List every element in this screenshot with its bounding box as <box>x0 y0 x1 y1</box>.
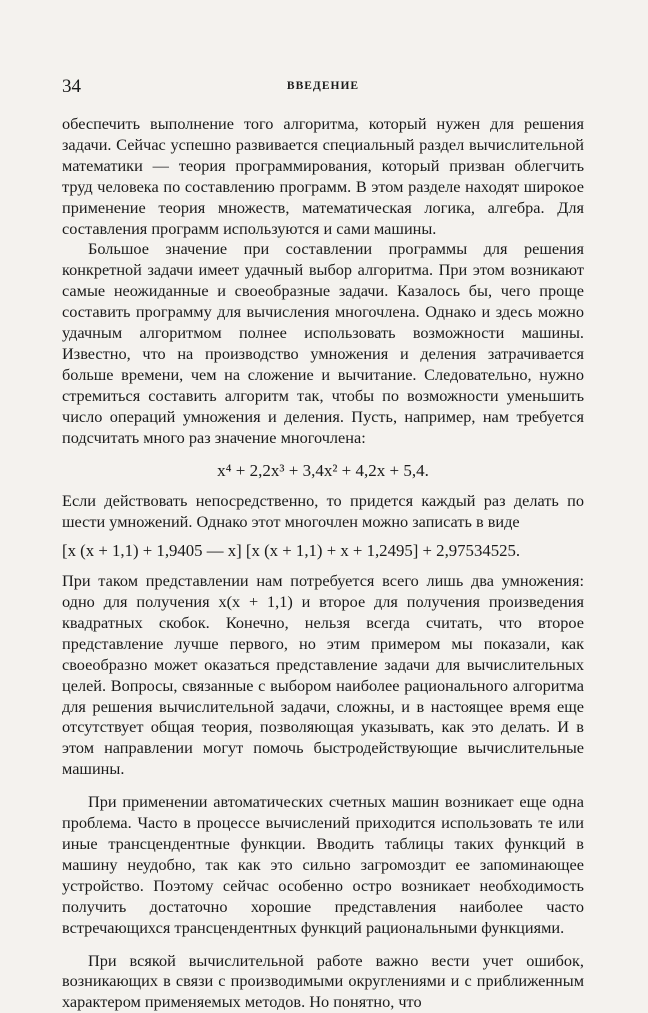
page-number: 34 <box>62 76 81 97</box>
factored-formula: [x (x + 1,1) + 1,9405 — x] [x (x + 1,1) + x + 1,2495] + 2,97534525. <box>62 541 521 561</box>
page-header <box>62 76 584 100</box>
polynomial-formula: x⁴ + 2,2x³ + 3,4x² + 4,2x + 5,4. <box>217 460 429 480</box>
paragraph-4: При таком представлении нам потребуется всего лишь два умножения: одно для получения x(x + 1,1) и второе для получения произведения квадратных скобок. Конечно, нельзя всегда считать, что второе представление лучше первого, но этим примером мы показали, как своеобразно может оказаться представление задачи для вычислительных целей. Вопросы, связанные с выбором наиболее рационального алгоритма для решения вычислительной задачи, сложны, и в настоящее время еще отсутствует общая теория, позволяющая указывать, как это делать. И в этом направлении могут помочь быстродействующие вычислительные машины. <box>62 571 584 779</box>
paragraph-5: При применении автоматических счетных машин возникает еще одна проблема. Часто в процессе вычислений приходится использовать те или иные трансцендентные функции. Вводить таблицы таких функций в машину неудобно, так как это сильно загромоздит ее запоминающее устройство. Поэтому сейчас особенно остро возникает необходимость получить достаточно хорошие представления наиболее часто встречающихся трансцендентных функций рациональными функциями. <box>62 792 584 937</box>
body-text <box>62 114 584 1013</box>
paragraph-2: Большое значение при составлении программы для решения конкретной задачи имеет удачный выбор алгоритма. При этом возникают самые неожиданные и своеобразные задачи. Казалось бы, чего проще составить программу для вычисления многочлена. Однако и здесь можно удачным алгоритмом полнее использовать возможности машины. Известно, что на производство умножения и деления затрачивается больше времени, чем на сложение и вычитание. Следовательно, нужно стремиться составить алгоритм так, чтобы по возможности уменьшить число операций умножения и деления. Пусть, например, нам требуется подсчитать много раз значение многочлена: <box>62 239 584 447</box>
paragraph-6: При всякой вычислительной работе важно вести учет ошибок, возникающих в связи с производимыми округлениями и с приближенным характером применяемых методов. Но понятно, что <box>62 950 584 1012</box>
paragraph-1: обеспечить выполнение того алгоритма, который нужен для решения задачи. Сейчас успешно развивается специальный раздел вычислительной математики — теория программирования, который призван облегчить труд человека по составлению программ. В этом разделе находят широкое применение теория множеств, математическая логика, алгебра. Для составления программ используются и сами машины. <box>62 114 584 238</box>
paragraph-3: Если действовать непосредственно, то придется каждый раз делать по шести умножений. Однако этот многочлен можно записать в виде <box>62 491 584 532</box>
running-title: ВВЕДЕНИЕ <box>286 80 360 92</box>
